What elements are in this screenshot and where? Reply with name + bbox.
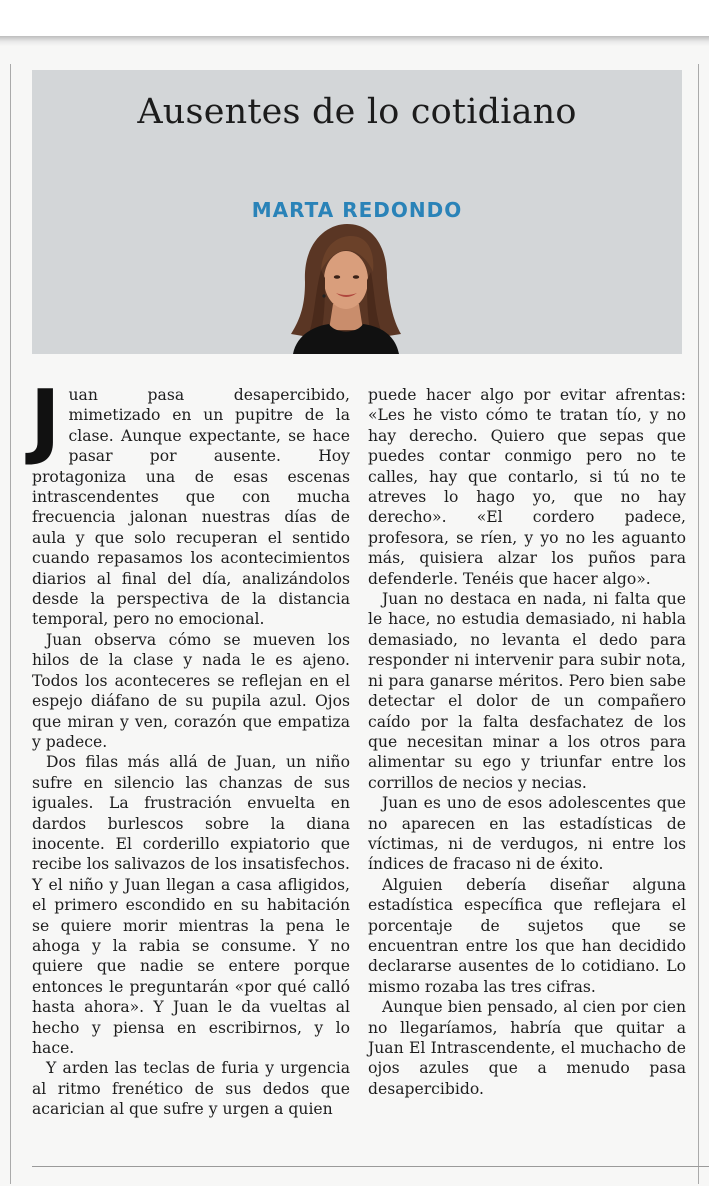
article-paragraph-6: Juan no destaca en nada, ni falta que le hace, no estudia demasiado, ni habla demasiado, no levanta el dedo para responder ni intervenir para subir nota, ni para ganarse méritos. Pero bien sabe detectar el dolor de un compañero caído por la falta desfachatez de los que necesitan minar a los otros para alimentar su ego y triunfar entre los corrillos de necios y necias. — [368, 590, 686, 792]
article-title: Ausentes de lo cotidiano — [137, 92, 577, 132]
article-paragraph-8: Alguien debería diseñar alguna estadística específica que reflejara el porcentaje de sujetos que se encuentran entre los que han decidido declararse ausentes de lo cotidiano. Lo mismo rozaba las tres cifras. — [368, 875, 686, 996]
article-paragraph-1 — [30, 373, 350, 630]
article-paragraph-3: Dos filas más allá de Juan, un niño sufre en silencio las chanzas de sus iguales. La frustración envuelta en dardos burlescos sobre la diana inocente. El corderillo expiatorio que recibe los salivazos de los insatisfechos. Y el niño y Juan llegan a casa afligidos, el primero escondido en su habitación se quiere morir mientras la pena le ahoga y la rabia se consume. Y no quiere que nadie se entere porque entonces le preguntarán «por qué calló hasta ahora». Y Juan le da vueltas al hecho y piensa en escribirnos, y lo hace. — [32, 753, 350, 1057]
left-margin-rule — [10, 64, 11, 1184]
drop-cap: J — [30, 373, 61, 468]
article-paragraph-2: Juan observa cómo se mueven los hilos de la clase y nada le es ajeno. Todos los aconteceres se reflejan en el espejo diáfano de su pupila azul. Ojos que miran y ven, corazón que empatiza y padece. — [32, 630, 350, 751]
article-column-left — [30, 373, 350, 1120]
article-paragraph-5: puede hacer algo por evitar afrentas: «Les he visto cómo te tratan tío, y no hay derecho. Quiero que sepas que puedes contar conmigo pero no te calles, hay que contarlo, si tú no te atreves lo hago yo, que no hay derecho». «El cordero padece, profesora, se ríen, y yo no les aguanto más, quisiera alzar los puños para defenderle. Tenéis que hacer algo». — [368, 386, 686, 588]
bottom-rule — [32, 1166, 709, 1167]
article-paragraph-4: Y arden las teclas de furia y urgencia al ritmo frenético de sus dedos que acarician al que sufre y urgen a quien — [32, 1059, 350, 1119]
article-paragraph-9: Aunque bien pensado, al cien por cien no llegaríamos, habría que quitar a Juan El Intrascendente, el muchacho de ojos azules que a menudo pasa desapercibido. — [368, 998, 686, 1098]
author-portrait — [275, 222, 415, 354]
page-top-edge-shadow — [0, 36, 709, 46]
article-paragraph-7: Juan es uno de esos adolescentes que no aparecen en las estadísticas de víctimas, ni de verdugos, ni entre los índices de fracaso ni de éxito. — [368, 794, 686, 874]
author-byline: MARTA REDONDO — [251, 198, 463, 222]
right-margin-rule — [698, 64, 699, 1184]
page-top-margin — [0, 0, 709, 36]
article-header — [32, 70, 682, 354]
article-column-right — [368, 385, 686, 1099]
paragraph-text: uan pasa desapercibido, mimetizado en un pupitre de la clase. Aunque expectante, se hace pasar por ausente. Hoy protagoniza una de esas escenas intrascendentes que con mucha frecuencia jalonan nuestras días de aula y que solo recuperan el sentido cuando repasamos los acontecimientos diarios al final del día, analizándolos desde la perspectiva de la distancia temporal, pero no emocional. — [32, 386, 350, 629]
